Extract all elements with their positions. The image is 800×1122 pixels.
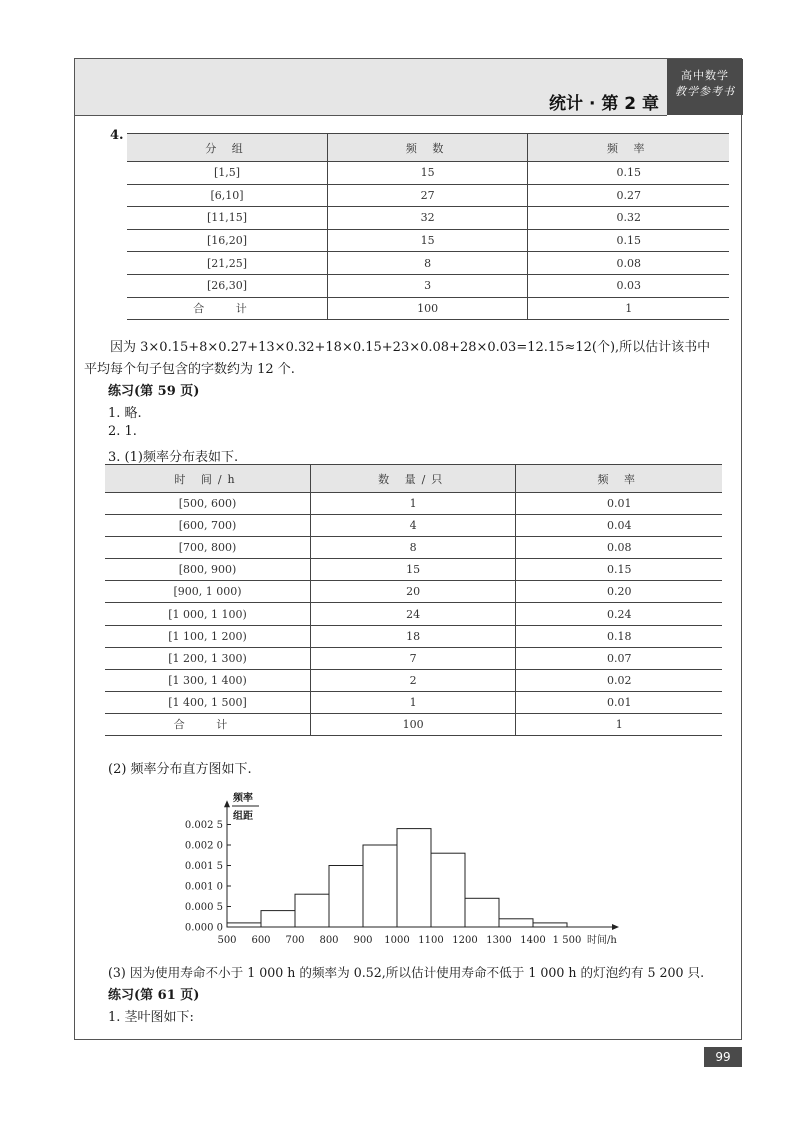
x-tick-label: 600	[251, 935, 271, 946]
table-cell: 18	[310, 625, 515, 647]
lifetime-frequency-table	[105, 464, 722, 736]
table-cell: [1 400, 1 500]	[105, 691, 310, 713]
table-cell: [1 100, 1 200)	[105, 625, 310, 647]
part-2-text: (2) 频率分布直方图如下.	[108, 762, 252, 777]
exercise-59-heading: 练习(第 59 页)	[108, 384, 200, 399]
problem-4-label: 4.	[110, 128, 124, 143]
y-tick-label: 0.002 5	[184, 820, 223, 831]
table-cell: 27	[327, 184, 527, 207]
table-cell: 20	[310, 581, 515, 603]
book-badge-line2: 教学参考书	[675, 85, 735, 98]
table-cell: 0.08	[516, 537, 722, 559]
table-cell: [1 200, 1 300)	[105, 647, 310, 669]
table-row	[105, 625, 722, 647]
table-cell: 0.15	[528, 229, 729, 252]
table-cell: 8	[327, 252, 527, 275]
table-cell: [500, 600)	[105, 493, 310, 515]
table-cell: 15	[327, 229, 527, 252]
table-cell: [1 300, 1 400)	[105, 669, 310, 691]
x-tick-label: 500	[217, 935, 237, 946]
table-row	[105, 493, 722, 515]
x-tick-label: 800	[319, 935, 339, 946]
y-tick-label: 0.001 5	[184, 861, 223, 872]
histogram-bar	[295, 894, 329, 927]
table-cell: 100	[327, 297, 527, 320]
table-total-row	[127, 297, 729, 320]
table-total-row	[105, 713, 722, 735]
table-cell: 合 计	[105, 713, 310, 735]
histogram-bar	[431, 853, 465, 927]
exercise-61-heading: 练习(第 61 页)	[108, 988, 200, 1003]
exercise-61-item-1: 1. 茎叶图如下:	[108, 1010, 194, 1025]
x-tick-label: 900	[353, 935, 373, 946]
table-cell: 0.03	[528, 274, 729, 297]
explanation-line-2: 平均每个句子包含的字数约为 12 个.	[84, 362, 295, 377]
table-row	[105, 581, 722, 603]
table-cell: 0.18	[516, 625, 722, 647]
y-axis-label-top: 频率	[233, 793, 253, 804]
x-tick-label: 1 500	[552, 935, 582, 946]
table-row	[127, 252, 729, 275]
table-cell: 0.20	[516, 581, 722, 603]
table-cell: 2	[310, 669, 515, 691]
y-tick-label: 0.002 0	[184, 840, 223, 852]
y-axis-arrow	[224, 800, 230, 807]
frequency-histogram	[170, 785, 650, 955]
histogram-bars	[227, 829, 567, 927]
table-cell: 0.15	[516, 559, 722, 581]
y-tick-label: 0.000 0	[184, 922, 223, 934]
table-cell: [1,5]	[127, 162, 327, 185]
table-cell: 4	[310, 515, 515, 537]
part-3-text: (3) 因为使用寿命不小于 1 000 h 的频率为 0.52,所以估计使用寿命不低于 1 000 h 的灯泡约有 5 200 只.	[108, 965, 705, 980]
table-cell: [600, 700)	[105, 515, 310, 537]
table-cell: 0.15	[528, 162, 729, 185]
page-number: 99	[704, 1047, 742, 1067]
column-header: 分 组	[127, 134, 327, 162]
table-cell: 7	[310, 647, 515, 669]
table-row	[127, 207, 729, 230]
table-cell: 0.32	[528, 207, 729, 230]
x-tick-label: 1000	[384, 935, 410, 946]
table-cell: 0.07	[516, 647, 722, 669]
table-row	[127, 229, 729, 252]
histogram-bar	[227, 923, 261, 927]
table-cell: 15	[310, 559, 515, 581]
table-cell: 0.08	[528, 252, 729, 275]
book-badge-line1: 高中数学	[681, 69, 729, 82]
histogram-bar	[329, 866, 363, 928]
table-header-row	[127, 134, 729, 162]
table-row	[105, 647, 722, 669]
table-cell: 0.02	[516, 669, 722, 691]
table-cell: 100	[310, 713, 515, 735]
table-row	[105, 537, 722, 559]
table-cell: 0.01	[516, 493, 722, 515]
table-cell: 8	[310, 537, 515, 559]
y-axis-label-bottom: 组距	[233, 811, 253, 822]
exercise-59-item-2: 2. 1.	[108, 424, 137, 439]
x-axis-arrow	[612, 924, 619, 930]
x-tick-label: 700	[285, 935, 305, 946]
histogram-bar	[261, 911, 295, 927]
column-header: 频 率	[516, 465, 722, 493]
table-cell: 15	[327, 162, 527, 185]
table-row	[105, 603, 722, 625]
histogram-bar	[499, 919, 533, 927]
header-band	[75, 59, 667, 116]
table-header-row	[105, 465, 722, 493]
x-tick-label: 1300	[486, 935, 512, 946]
x-tick-label: 1400	[520, 935, 546, 946]
table-cell: [6,10]	[127, 184, 327, 207]
table-cell: 0.27	[528, 184, 729, 207]
table-row	[105, 559, 722, 581]
table-cell: [11,15]	[127, 207, 327, 230]
table-row	[127, 162, 729, 185]
book-badge	[667, 59, 743, 115]
table-row	[105, 515, 722, 537]
table-row	[105, 669, 722, 691]
table-cell: [16,20]	[127, 229, 327, 252]
table-cell: 24	[310, 603, 515, 625]
table-cell: [26,30]	[127, 274, 327, 297]
table-cell: 3	[327, 274, 527, 297]
histogram-bar	[363, 845, 397, 927]
group-frequency-table	[127, 133, 729, 320]
histogram-bar	[397, 829, 431, 927]
table-cell: [21,25]	[127, 252, 327, 275]
exercise-59-item-1: 1. 略.	[108, 406, 142, 421]
table-cell: 1	[310, 493, 515, 515]
x-tick-label: 1200	[452, 935, 478, 946]
table-cell: [700, 800)	[105, 537, 310, 559]
x-tick-label: 1100	[418, 935, 444, 946]
exercise-59-item-3: 3. (1)频率分布表如下.	[108, 450, 239, 465]
table-row	[127, 274, 729, 297]
table-cell: [800, 900)	[105, 559, 310, 581]
column-header: 数 量/只	[310, 465, 515, 493]
x-axis-label: 时间/h	[587, 935, 617, 946]
table-cell: 0.04	[516, 515, 722, 537]
column-header: 频 率	[528, 134, 729, 162]
column-header: 时 间/h	[105, 465, 310, 493]
y-tick-label: 0.001 0	[184, 881, 223, 893]
table-row	[105, 691, 722, 713]
histogram-bar	[533, 923, 567, 927]
table-cell: 1	[528, 297, 729, 320]
column-header: 频 数	[327, 134, 527, 162]
table-cell: 1	[310, 691, 515, 713]
table-row	[127, 184, 729, 207]
chapter-title: 统计 · 第 2 章	[549, 94, 659, 114]
table-cell: 32	[327, 207, 527, 230]
table-cell: [900, 1 000)	[105, 581, 310, 603]
table-cell: 0.01	[516, 691, 722, 713]
table-cell: 1	[516, 713, 722, 735]
table-cell: 0.24	[516, 603, 722, 625]
table-cell: 合 计	[127, 297, 327, 320]
explanation-line-1: 因为 3×0.15+8×0.27+13×0.32+18×0.15+23×0.08+28×0.03=12.15≈12(个),所以估计该书中	[110, 340, 711, 355]
histogram-bar	[465, 898, 499, 927]
y-tick-label: 0.000 5	[184, 902, 223, 913]
table-cell: [1 000, 1 100)	[105, 603, 310, 625]
